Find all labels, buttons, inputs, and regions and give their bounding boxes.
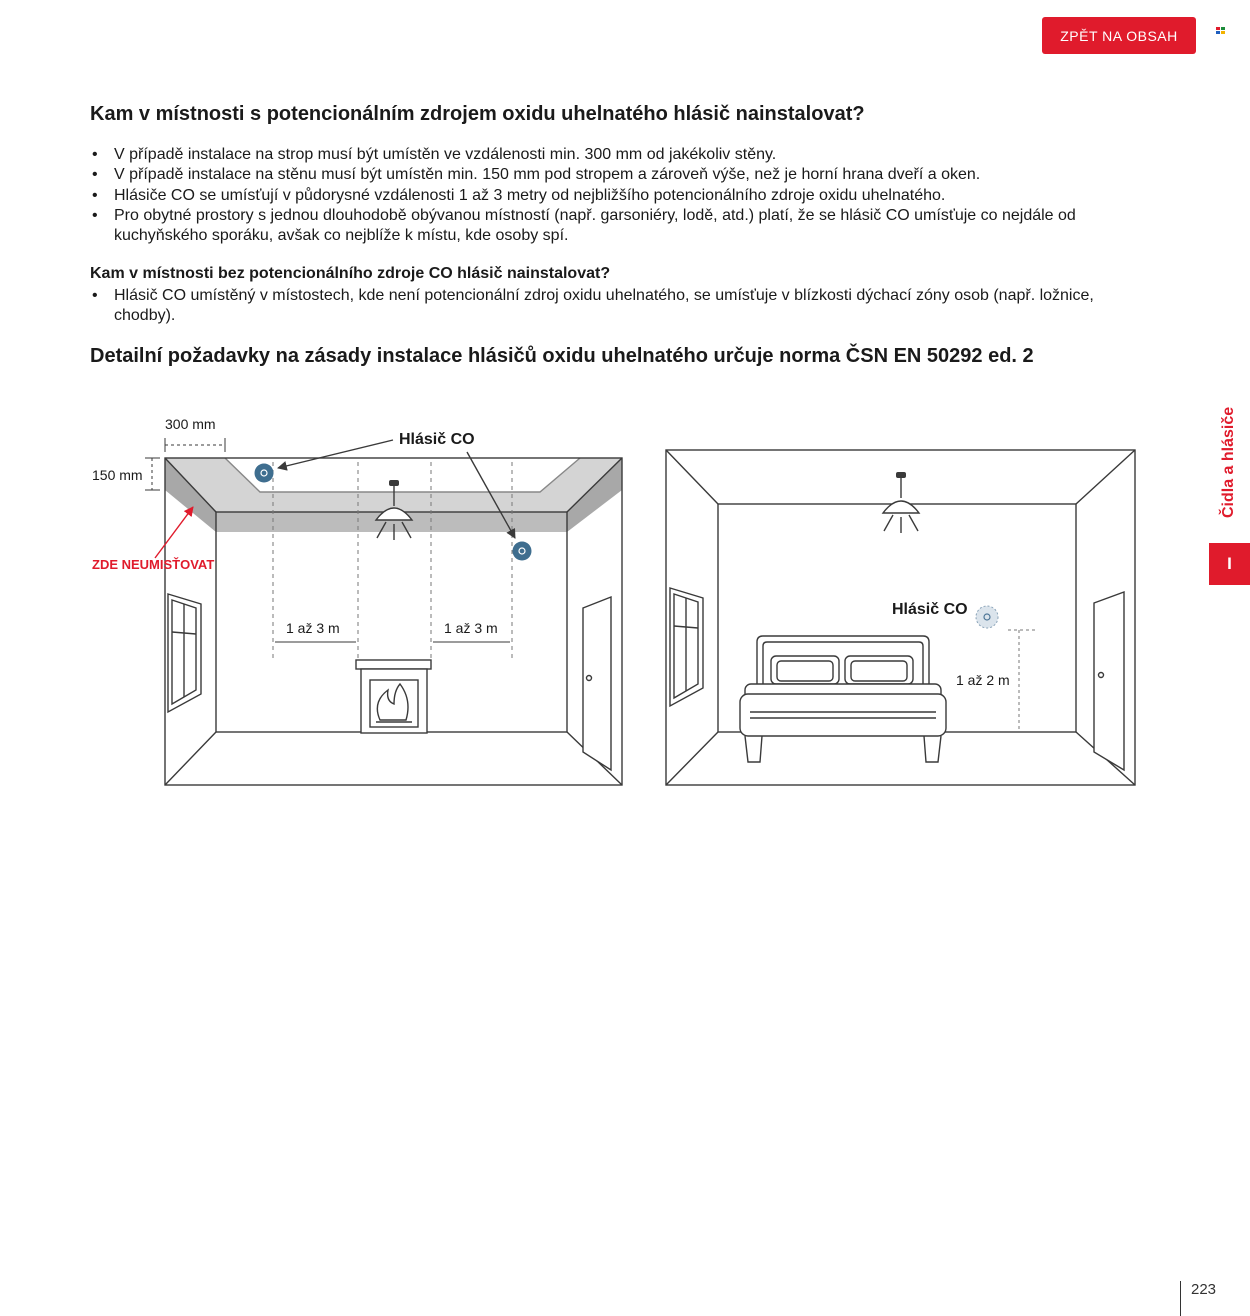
detector-label: Hlásič CO: [399, 431, 475, 448]
height-label: 1 až 2 m: [956, 672, 1010, 688]
page-number: 223: [1191, 1281, 1217, 1298]
fireplace-icon: [356, 660, 431, 733]
list-item: • Hlásiče CO se umísťují v půdorysné vzdálenosti 1 až 3 metry od nejbližšího potencionálního zdroje oxidu uhelnatého.: [90, 186, 1130, 206]
window-icon: [168, 594, 201, 712]
warning-label: ZDE NEUMISŤOVAT: [92, 557, 215, 572]
back-to-contents-button[interactable]: ZPĚT NA OBSAH: [1042, 17, 1196, 54]
section-title: Kam v místnosti s potencionálním zdrojem oxidu uhelnatého hlásič nainstalovat?: [90, 103, 865, 125]
dim-150-label: 150 mm: [92, 467, 143, 483]
room-with-co-source: [145, 438, 622, 785]
list-item: • Hlásič CO umístěný v místostech, kde není potencionální zdroj oxidu uhelnatého, se umísťuje v blízkosti dýchací zóny osob (např. ložnice, chodby).: [90, 286, 1130, 327]
distance-left-label: 1 až 3 m: [286, 620, 340, 636]
chapter-index-tab[interactable]: I: [1209, 543, 1250, 585]
bed-icon: [740, 636, 946, 762]
distance-right-label: 1 až 3 m: [444, 620, 498, 636]
list-item: • V případě instalace na stěnu musí být umístěn min. 150 mm pod stropem a zároveň výše, než je horní hrana dveří a oken.: [90, 165, 1130, 185]
norm-heading: Detailní požadavky na zásady instalace hlásičů oxidu uhelnatého určuje norma ČSN EN 50292 ed. 2: [90, 345, 1034, 367]
detector-wall-icon: [513, 542, 532, 561]
ceiling-lamp-icon: [883, 472, 919, 533]
window-icon: [670, 588, 703, 706]
subsection-title: Kam v místnosti bez potencionálního zdroje CO hlásič nainstalovat?: [90, 265, 611, 282]
list-item: • V případě instalace na strop musí být umístěn ve vzdálenosti min. 300 mm od jakékoliv stěny.: [90, 145, 1130, 165]
list-item: • Pro obytné prostory s jednou dlouhodobě obývanou místností (např. garsoniéry, lodě, atd.) platí, že se hlásič CO umísťuje co nejdále od kuchyňského sporáku, avšak co nejblíže k místu, kde osoby spí.: [90, 206, 1130, 247]
dim-300-label: 300 mm: [165, 416, 216, 432]
door-icon: [1094, 592, 1124, 770]
detector-label: Hlásič CO: [892, 601, 968, 618]
door-icon: [583, 597, 611, 770]
detector-ceiling-icon: [255, 464, 274, 483]
detector-wall-icon: [976, 606, 998, 628]
page-number-divider: [1180, 1281, 1181, 1316]
category-tab-label[interactable]: Čidla a hlásiče: [1220, 406, 1237, 519]
